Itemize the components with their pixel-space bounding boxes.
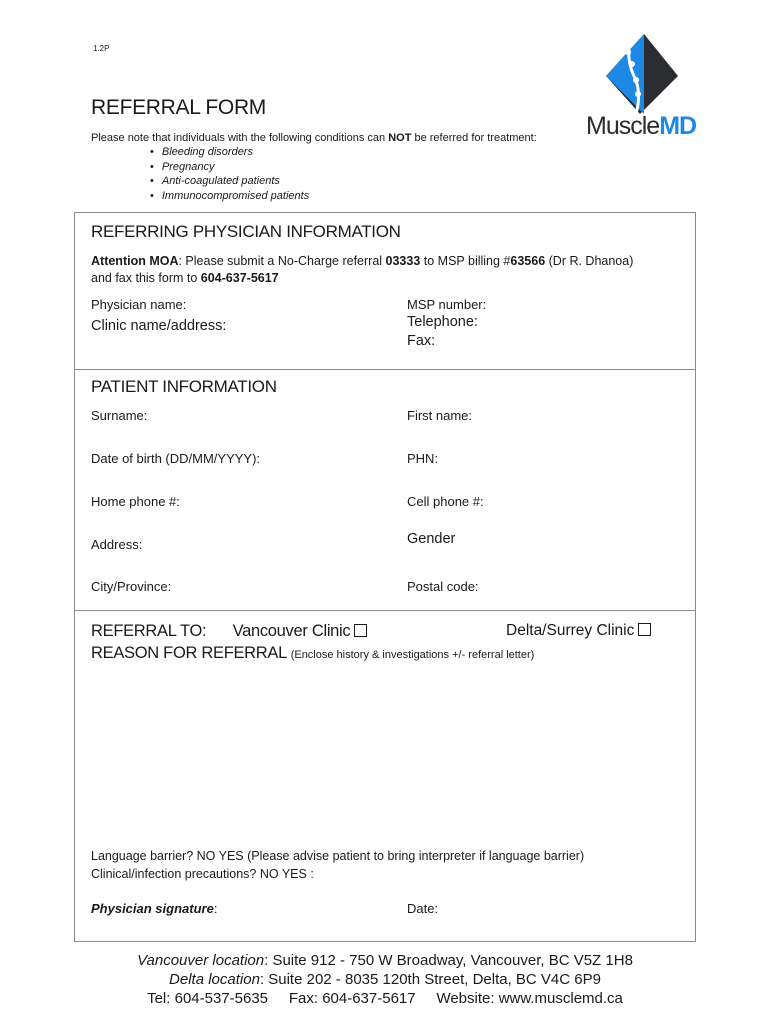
- date-of-birth-field[interactable]: Date of birth (DD/MM/YYYY):: [91, 451, 261, 466]
- msp-number-field[interactable]: MSP number:: [407, 297, 487, 312]
- eligibility-note: [91, 132, 537, 144]
- list-item: • Immunocompromised patients: [150, 189, 309, 204]
- delta-clinic-option: [506, 622, 651, 640]
- contact-line: Tel: 604-537-5635 Fax: 604-637-5617 Website: www.musclemd.ca: [147, 990, 623, 1007]
- form-title: REFERRAL FORM: [91, 96, 267, 119]
- infection-precautions-field[interactable]: Clinical/infection precautions? NO YES :: [91, 867, 314, 881]
- clinic-address-field[interactable]: Clinic name/address:: [91, 318, 227, 334]
- language-barrier-field[interactable]: Language barrier? NO YES (Please advise patient to bring interpreter if language barrier): [91, 849, 585, 863]
- delta-clinic-label: Delta/Surrey Clinic: [506, 622, 635, 639]
- postal-code-field[interactable]: Postal code:: [407, 579, 479, 594]
- list-item: • Anti-coagulated patients: [150, 174, 309, 189]
- delta-location: Delta location: Suite 202 - 8035 120th Street, Delta, BC V4C 6P9: [169, 971, 601, 988]
- note-emphasis: NOT: [388, 132, 412, 144]
- patient-section: [74, 369, 696, 611]
- surname-field[interactable]: Surname:: [91, 408, 148, 423]
- vancouver-location: Vancouver location: Suite 912 - 750 W Broadway, Vancouver, BC V5Z 1H8: [137, 952, 633, 969]
- excluded-conditions-list: [150, 145, 309, 203]
- fax-field[interactable]: Fax:: [407, 333, 436, 349]
- patient-section-heading: PATIENT INFORMATION: [91, 377, 277, 396]
- telephone-field[interactable]: Telephone:: [407, 314, 478, 330]
- referral-to-row: [91, 622, 367, 641]
- physician-name-field[interactable]: Physician name:: [91, 297, 187, 312]
- home-phone-field[interactable]: Home phone #:: [91, 494, 180, 509]
- address-field[interactable]: Address:: [91, 537, 143, 552]
- musclemd-logo: [586, 30, 706, 142]
- vancouver-clinic-checkbox[interactable]: [354, 624, 367, 637]
- date-field[interactable]: Date:: [407, 901, 439, 916]
- first-name-field[interactable]: First name:: [407, 408, 473, 423]
- attention-moa-note: Attention MOA: Please submit a No-Charge referral 03333 to MSP billing #63566 (Dr R. Dhanoa) and fax this form to 604-637-5617: [91, 254, 634, 285]
- physician-section: [74, 212, 696, 370]
- referral-section: [74, 610, 696, 942]
- reason-textarea[interactable]: [91, 673, 676, 843]
- gender-field[interactable]: Gender: [407, 531, 456, 547]
- list-item: • Bleeding disorders: [150, 145, 309, 160]
- reason-note: (Enclose history & investigations +/- referral letter): [290, 649, 535, 661]
- list-item: • Pregnancy: [150, 160, 309, 175]
- note-suffix: be referred for treatment:: [411, 132, 537, 144]
- phn-field[interactable]: PHN:: [407, 451, 439, 466]
- physician-signature-field[interactable]: Physician signature:: [91, 901, 218, 916]
- delta-clinic-checkbox[interactable]: [638, 623, 651, 636]
- city-province-field[interactable]: City/Province:: [91, 579, 172, 594]
- reason-heading: REASON FOR REFERRAL (Enclose history & investigations +/- referral letter): [91, 644, 535, 662]
- referral-to-label: REFERRAL TO:: [91, 622, 207, 640]
- form-version: 1.2P: [93, 44, 110, 53]
- physician-section-heading: REFERRING PHYSICIAN INFORMATION: [91, 222, 401, 241]
- logo-wordmark: MuscleMD: [586, 112, 697, 140]
- vancouver-clinic-label: Vancouver Clinic: [232, 622, 351, 640]
- note-prefix: Please note that individuals with the following conditions can: [91, 132, 389, 144]
- spine-icon: [586, 30, 706, 114]
- cell-phone-field[interactable]: Cell phone #:: [407, 494, 484, 509]
